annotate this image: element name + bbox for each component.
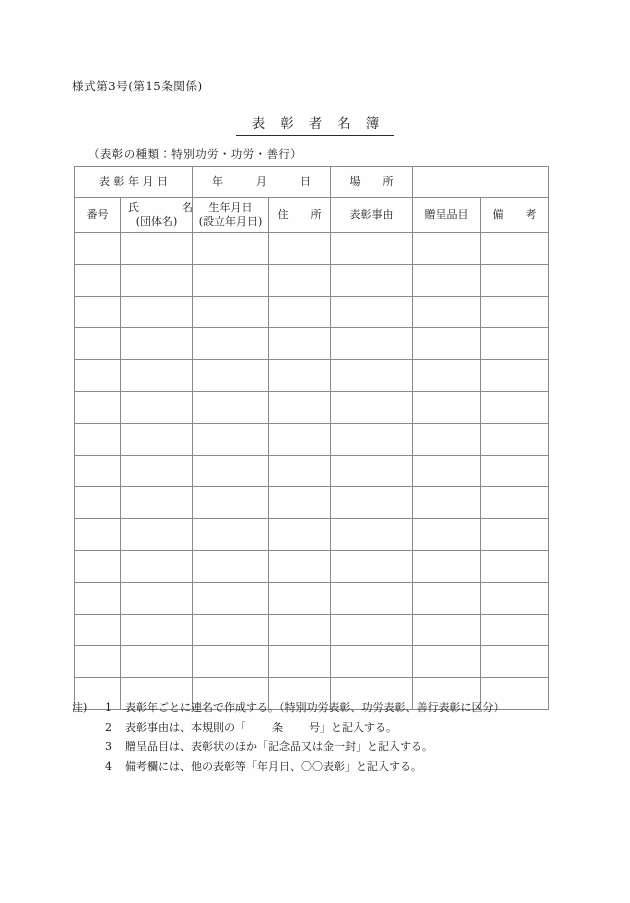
cell-name[interactable] — [121, 487, 193, 519]
note-number: 3 — [105, 740, 112, 753]
header-place-value[interactable] — [413, 167, 549, 198]
note-item — [72, 718, 505, 738]
cell-birthdate[interactable] — [193, 455, 269, 487]
cell-gift[interactable] — [413, 614, 481, 646]
award-type-subtitle: （表彰の種類：特別功労・功労・善行） — [88, 147, 303, 161]
note-number: 4 — [105, 759, 112, 773]
form-number: 様式第3号(第15条関係) — [72, 79, 203, 93]
cell-remarks[interactable] — [481, 296, 549, 328]
cell-name[interactable] — [121, 646, 193, 678]
cell-name[interactable] — [121, 264, 193, 296]
cell-address[interactable] — [269, 646, 331, 678]
cell-reason[interactable] — [331, 423, 413, 455]
notes-section — [72, 698, 505, 776]
cell-address[interactable] — [269, 487, 331, 519]
cell-remarks[interactable] — [481, 487, 549, 519]
page-title-text: 表彰者名簿 — [236, 112, 395, 136]
table-row — [75, 360, 549, 392]
cell-number[interactable] — [75, 455, 121, 487]
header-place-label: 場 所 — [331, 167, 413, 198]
cell-birthdate[interactable] — [193, 550, 269, 582]
column-header-birthdate — [193, 198, 269, 233]
table-row — [75, 487, 549, 519]
cell-name[interactable] — [121, 423, 193, 455]
cell-name[interactable] — [121, 614, 193, 646]
cell-address[interactable] — [269, 582, 331, 614]
note-text — [125, 718, 505, 738]
cell-reason[interactable] — [331, 360, 413, 392]
cell-birthdate[interactable] — [193, 233, 269, 265]
header-award-date-label: 表 彰 年 月 日 — [75, 167, 193, 198]
note-item — [72, 757, 505, 777]
cell-reason[interactable] — [331, 455, 413, 487]
cell-remarks[interactable] — [481, 582, 549, 614]
cell-remarks[interactable] — [481, 614, 549, 646]
cell-remarks[interactable] — [481, 423, 549, 455]
cell-reason[interactable] — [331, 487, 413, 519]
header-date-blank[interactable]: 年 月 日 — [193, 167, 331, 198]
cell-gift[interactable] — [413, 550, 481, 582]
note-number: 2 — [105, 720, 112, 734]
cell-reason[interactable] — [331, 519, 413, 551]
cell-name[interactable] — [121, 519, 193, 551]
note-text: 贈呈品目は、表彰状のほか「記念品又は金一封」と記入する。 — [125, 740, 433, 753]
cell-name[interactable] — [121, 233, 193, 265]
cell-reason[interactable] — [331, 264, 413, 296]
cell-number[interactable] — [75, 614, 121, 646]
column-header-reason: 表彰事由 — [331, 198, 413, 233]
cell-address[interactable] — [269, 328, 331, 360]
note-text: 表彰年ごとに連名で作成する。（特別功労表彰、功労表彰、善行表彰に区分） — [125, 701, 505, 714]
cell-reason[interactable] — [331, 391, 413, 423]
table-header-row-columns — [75, 198, 549, 233]
table-row — [75, 328, 549, 360]
cell-birthdate[interactable] — [193, 423, 269, 455]
table-row — [75, 550, 549, 582]
cell-number[interactable] — [75, 519, 121, 551]
cell-gift[interactable] — [413, 423, 481, 455]
cell-remarks[interactable] — [481, 455, 549, 487]
table-row — [75, 519, 549, 551]
cell-reason[interactable] — [331, 614, 413, 646]
cell-number[interactable] — [75, 328, 121, 360]
cell-number[interactable] — [75, 233, 121, 265]
cell-reason[interactable] — [331, 233, 413, 265]
cell-name[interactable] — [121, 550, 193, 582]
note-text-before: 表彰事由は、本規則の「 — [125, 720, 246, 734]
cell-remarks[interactable] — [481, 519, 549, 551]
cell-number[interactable] — [75, 264, 121, 296]
column-header-name — [121, 198, 200, 233]
cell-gift[interactable] — [413, 328, 481, 360]
cell-number[interactable] — [75, 360, 121, 392]
cell-number[interactable] — [75, 423, 121, 455]
table-header-row-date — [75, 167, 549, 198]
note-text: 備考欄には、他の表彰等「年月日、〇〇表彰」と記入する。 — [125, 759, 422, 773]
column-header-gift: 贈呈品目 — [413, 198, 481, 233]
column-header-birthdate-line1: 生年月日 — [208, 201, 253, 215]
cell-address[interactable] — [269, 519, 331, 551]
cell-remarks[interactable] — [481, 233, 549, 265]
cell-reason[interactable] — [331, 582, 413, 614]
cell-reason[interactable] — [331, 646, 413, 678]
cell-birthdate[interactable] — [193, 582, 269, 614]
cell-name[interactable] — [121, 455, 193, 487]
column-header-address: 住 所 — [269, 198, 331, 233]
cell-birthdate[interactable] — [193, 614, 269, 646]
cell-remarks[interactable] — [481, 328, 549, 360]
cell-remarks[interactable] — [481, 264, 549, 296]
cell-gift[interactable] — [413, 391, 481, 423]
note-text-mid: 条 — [272, 720, 283, 734]
cell-remarks[interactable] — [481, 646, 549, 678]
cell-address[interactable] — [269, 233, 331, 265]
cell-address[interactable] — [269, 360, 331, 392]
table-row — [75, 391, 549, 423]
note-item — [72, 737, 505, 757]
cell-gift[interactable] — [413, 487, 481, 519]
cell-gift[interactable] — [413, 264, 481, 296]
cell-gift[interactable] — [413, 233, 481, 265]
award-roster-table — [74, 166, 549, 710]
cell-name[interactable] — [121, 328, 193, 360]
table-row — [75, 455, 549, 487]
table-row — [75, 582, 549, 614]
cell-birthdate[interactable] — [193, 328, 269, 360]
cell-gift[interactable] — [413, 455, 481, 487]
cell-birthdate[interactable] — [193, 487, 269, 519]
cell-address[interactable] — [269, 391, 331, 423]
column-header-birthdate-line2: (設立年月日) — [198, 215, 263, 228]
cell-address[interactable] — [269, 264, 331, 296]
cell-name[interactable] — [121, 296, 193, 328]
cell-number[interactable] — [75, 391, 121, 423]
note-item — [72, 698, 505, 718]
cell-remarks[interactable] — [481, 550, 549, 582]
cell-number[interactable] — [75, 296, 121, 328]
cell-gift[interactable] — [413, 519, 481, 551]
cell-birthdate[interactable] — [193, 264, 269, 296]
cell-birthdate[interactable] — [193, 391, 269, 423]
cell-gift[interactable] — [413, 646, 481, 678]
cell-reason[interactable] — [331, 296, 413, 328]
cell-birthdate[interactable] — [193, 360, 269, 392]
table-row — [75, 614, 549, 646]
note-number: 1 — [105, 701, 112, 714]
note-text-after: 号」と記入する。 — [309, 720, 397, 734]
cell-birthdate[interactable] — [193, 646, 269, 678]
cell-number[interactable] — [75, 487, 121, 519]
cell-remarks[interactable] — [481, 391, 549, 423]
cell-name[interactable] — [121, 391, 193, 423]
cell-reason[interactable] — [331, 550, 413, 582]
column-header-number: 番号 — [75, 198, 121, 233]
notes-lead-label: 注) — [72, 701, 88, 714]
cell-remarks[interactable] — [481, 360, 549, 392]
table-row — [75, 296, 549, 328]
column-header-name-line2: (団体名) — [135, 215, 178, 228]
table-row — [75, 423, 549, 455]
cell-reason[interactable] — [331, 328, 413, 360]
cell-name[interactable] — [121, 360, 193, 392]
cell-gift[interactable] — [413, 360, 481, 392]
cell-address[interactable] — [269, 550, 331, 582]
cell-address[interactable] — [269, 296, 331, 328]
column-header-name-line1: 氏 名 — [128, 201, 200, 215]
cell-birthdate[interactable] — [193, 296, 269, 328]
cell-address[interactable] — [269, 455, 331, 487]
table-row — [75, 233, 549, 265]
cell-number[interactable] — [75, 582, 121, 614]
cell-number[interactable] — [75, 646, 121, 678]
column-header-remarks: 備 考 — [481, 198, 549, 233]
cell-gift[interactable] — [413, 296, 481, 328]
cell-address[interactable] — [269, 423, 331, 455]
cell-address[interactable] — [269, 614, 331, 646]
cell-number[interactable] — [75, 550, 121, 582]
page-title — [0, 112, 630, 136]
table-row — [75, 264, 549, 296]
cell-gift[interactable] — [413, 582, 481, 614]
cell-name[interactable] — [121, 582, 193, 614]
cell-birthdate[interactable] — [193, 519, 269, 551]
table-row — [75, 646, 549, 678]
